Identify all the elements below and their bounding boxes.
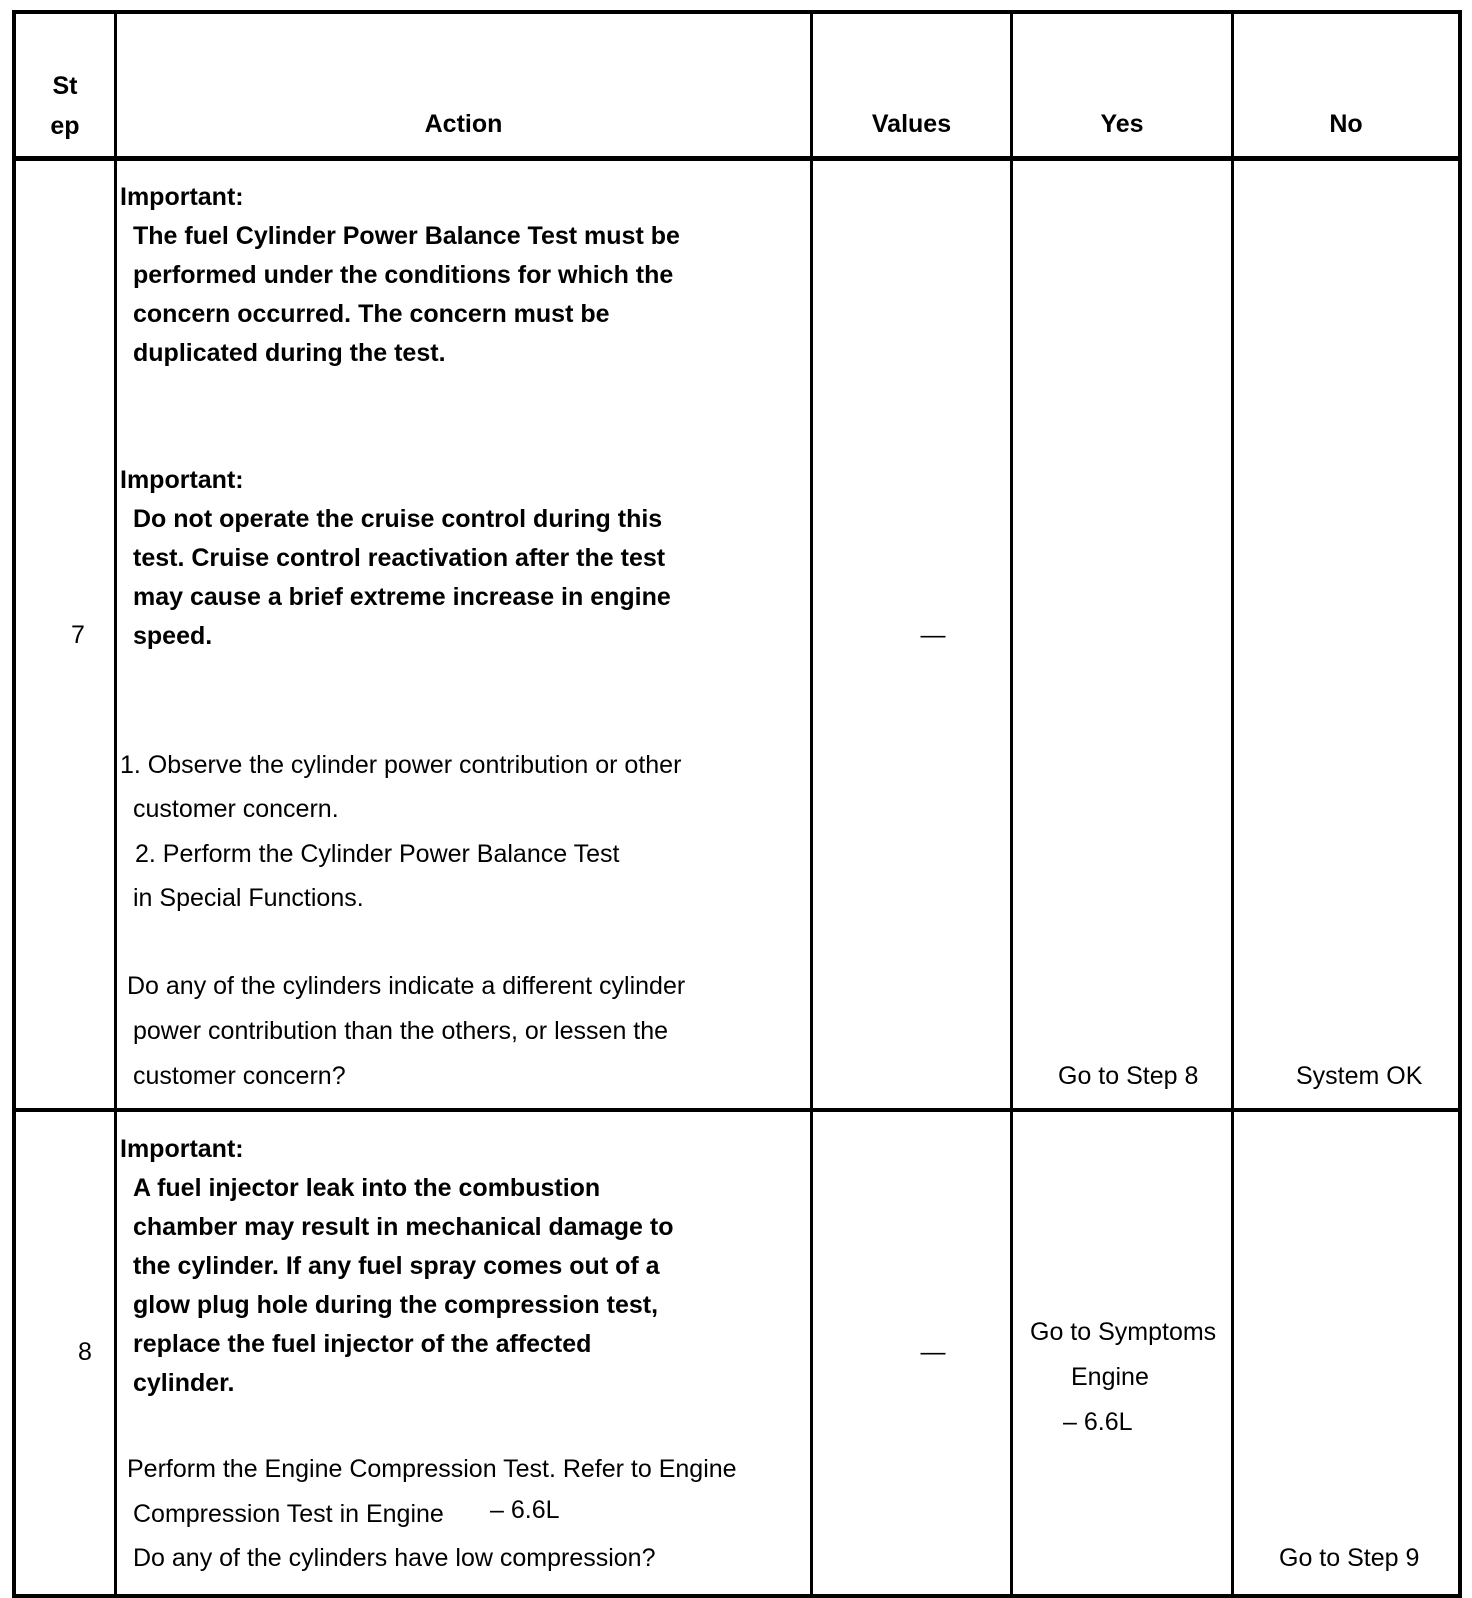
question-text: Do any of the cylinders have low compression? — [133, 1544, 656, 1572]
important-text: chamber may result in mechanical damage to — [133, 1213, 674, 1241]
values-dash: — — [920, 1338, 946, 1366]
table-border-bottom — [12, 1594, 1462, 1598]
important-text: the cylinder. If any fuel spray comes out of a — [133, 1252, 660, 1280]
important-text: performed under the conditions for which the — [133, 261, 674, 289]
instruction-text: Compression Test in Engine — [133, 1500, 444, 1528]
step-number: 7 — [71, 621, 85, 649]
no-result: System OK — [1296, 1062, 1423, 1090]
row-divider — [12, 1108, 1462, 1112]
important-text: replace the fuel injector of the affected — [133, 1330, 592, 1358]
instruction-text: Perform the Engine Compression Test. Refer to Engine — [127, 1455, 737, 1483]
important-label: Important: — [120, 1135, 244, 1163]
important-text: duplicated during the test. — [133, 339, 446, 367]
header-yes: Yes — [1100, 110, 1144, 138]
important-text: The fuel Cylinder Power Balance Test must be — [133, 222, 680, 250]
no-link[interactable]: Go to Step 9 — [1279, 1544, 1420, 1572]
procedure-step: 2. Perform the Cylinder Power Balance Test — [135, 840, 620, 868]
yes-link[interactable]: Go to Symptoms — [1030, 1318, 1217, 1346]
question-text: Do any of the cylinders indicate a different cylinder — [127, 972, 686, 1000]
important-text: glow plug hole during the compression test, — [133, 1291, 659, 1319]
header-step-line2: ep — [50, 112, 80, 140]
important-text: cylinder. — [133, 1369, 235, 1397]
table-border-top — [12, 10, 1462, 14]
instruction-text: – 6.6L — [490, 1496, 560, 1524]
step-number: 8 — [78, 1338, 92, 1366]
important-text: test. Cruise control reactivation after the test — [133, 544, 666, 572]
important-text: speed. — [133, 622, 213, 650]
yes-link[interactable]: Go to Step 8 — [1058, 1062, 1199, 1090]
yes-link[interactable]: Engine — [1071, 1363, 1149, 1391]
question-text: customer concern? — [133, 1062, 346, 1090]
important-text: concern occurred. The concern must be — [133, 300, 610, 328]
header-action: Action — [424, 110, 503, 138]
important-text: may cause a brief extreme increase in engine — [133, 583, 671, 611]
important-label: Important: — [120, 183, 244, 211]
values-dash: — — [920, 621, 946, 649]
table-border-right — [1458, 10, 1462, 1598]
column-divider-yes — [1231, 10, 1234, 1598]
procedure-step: 1. Observe the cylinder power contribution or other — [120, 751, 682, 779]
header-no: No — [1329, 110, 1363, 138]
procedure-step: in Special Functions. — [133, 884, 364, 912]
important-text: A fuel injector leak into the combustion — [133, 1174, 601, 1202]
important-label: Important: — [120, 466, 244, 494]
yes-link[interactable]: – 6.6L — [1063, 1408, 1133, 1436]
header-step-line1: St — [52, 72, 78, 100]
header-values: Values — [871, 110, 952, 138]
question-text: power contribution than the others, or lessen the — [133, 1017, 669, 1045]
procedure-step: customer concern. — [133, 795, 339, 823]
header-divider — [12, 156, 1462, 161]
important-text: Do not operate the cruise control during this — [133, 505, 663, 533]
